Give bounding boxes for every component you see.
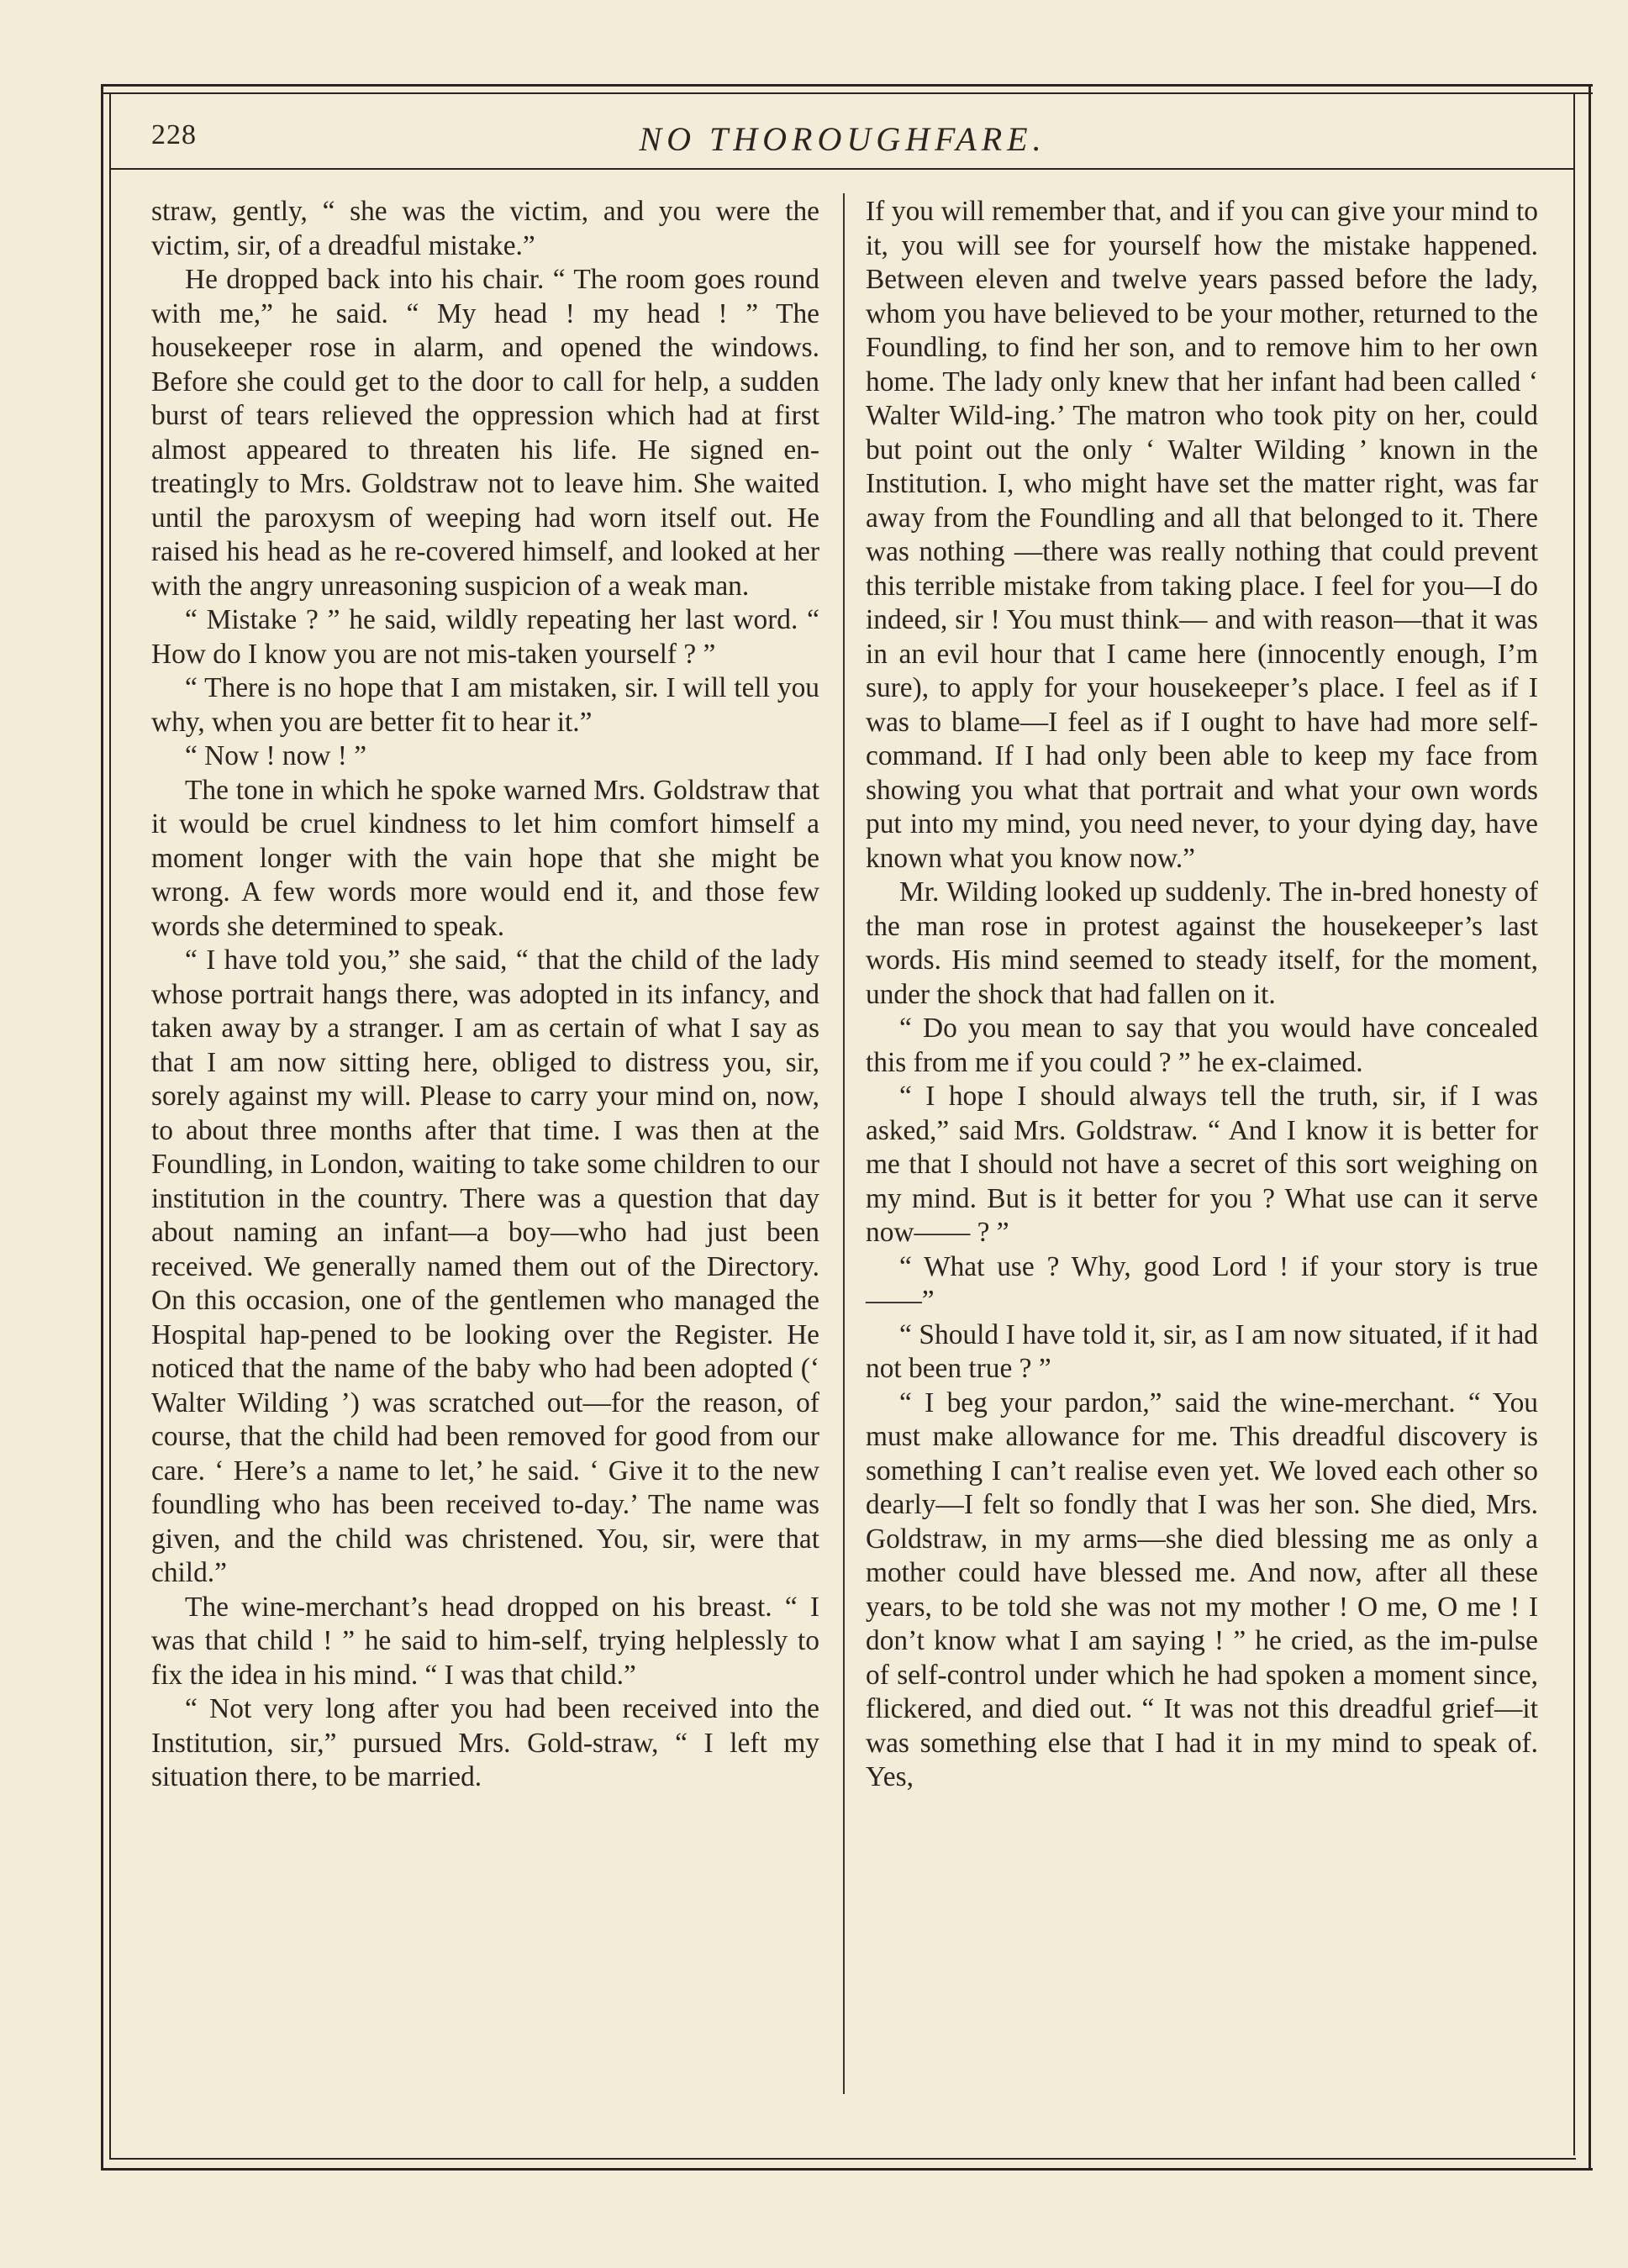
page-number: 228	[151, 119, 197, 150]
top-rule-outer	[101, 84, 1593, 87]
paragraph: “ Not very long after you had been received into the Institution, sir,” pursued Mrs. Gold-straw, “ I left my situation there, to be married.	[151, 1693, 819, 1792]
top-rule-inner	[101, 92, 1593, 94]
paragraph: “ Do you mean to say that you would have concealed this from me if you could ? ” he ex-claimed.	[866, 1013, 1538, 1078]
paragraph: He dropped back into his chair. “ The room goes round with me,” he said. “ My head ! my head ! ” The housekeeper rose in alarm, and opened the windows. Before she could get to the door to call for help, a sudden burst of tears relieved the oppression which had at first almost appeared to threaten his life. He signed en-treatingly to Mrs. Goldstraw not to leave him. She waited until the paroxysm of weeping had worn itself out. He raised his head as he re-covered himself, and looked at her with the angry unreasoning suspicion of a weak man.	[151, 264, 819, 602]
paragraph: The wine-merchant’s head dropped on his breast. “ I was that child ! ” he said to him-self, trying helplessly to fix the idea in his mind. “ I was that child.”	[151, 1591, 819, 1691]
paragraph: “ Mistake ? ” he said, wildly repeating her last word. “ How do I know you are not mis-taken yourself ? ”	[151, 604, 819, 670]
running-title: NO THOROUGHFARE.	[639, 120, 1046, 158]
right-column	[866, 195, 1538, 2098]
paragraph: “ I have told you,” she said, “ that the child of the lady whose portrait hangs there, was adopted in its infancy, and taken away by a stranger. I am as certain of what I say as that I am now sitting here, obliged to distress you, sir, sorely against my will. Please to carry your mind on, now, to about three months after that time. I was then at the Foundling, in London, waiting to take some children to our institution in the country. There was a question that day about naming an infant—a boy—who had just been received. We generally named them out of the Directory. On this occasion, one of the gentlemen who managed the Hospital hap-pened to be looking over the Register. He noticed that the name of the baby who had been adopted (‘ Walter Wilding ’) was scratched out—for the reason, of course, that the child had been removed for good from our care. ‘ Here’s a name to let,’ he said. ‘ Give it to the new foundling who has been received to-day.’ The name was given, and the child was christened. You, sir, were that child.”	[151, 945, 819, 1588]
paragraph: “ I hope I should always tell the truth, sir, if I was asked,” said Mrs. Goldstraw. “ And I know it is better for me that I should not have a secret of this sort weighing on my mind. But is it better for you ? What use can it serve now—— ? ”	[866, 1081, 1538, 1248]
paragraph: The tone in which he spoke warned Mrs. Goldstraw that it would be cruel kindness to let him comfort himself a moment longer with the vain hope that she might be wrong. A few words more would end it, and those few words she determined to speak.	[151, 774, 819, 942]
paragraph: straw, gently, “ she was the victim, and you were the victim, sir, of a dreadful mistake.”	[151, 196, 819, 261]
paragraph: “ Now ! now ! ”	[185, 740, 367, 771]
paragraph: Mr. Wilding looked up suddenly. The in-bred honesty of the man rose in protest against the housekeeper’s last words. His mind seemed to steady itself, for the moment, under the shock that had fallen on it.	[866, 876, 1538, 1010]
right-rule-inner	[1573, 92, 1575, 2155]
right-rule-outer	[1588, 84, 1591, 2168]
header-rule	[111, 168, 1573, 170]
bottom-rule-inner	[109, 2158, 1576, 2160]
paragraph: “ What use ? Why, good Lord ! if your story is true——”	[866, 1250, 1538, 1316]
left-rule-inner	[109, 92, 111, 2160]
paragraph: If you will remember that, and if you can give your mind to it, you will see for yourself how the mistake happened. Between eleven and twelve years passed before the lady, whom you have believed to be your mother, returned to the Foundling, to find her son, and to remove him to her own home. The lady only knew that her infant had been called ‘ Walter Wild-ing.’ The matron who took pity on her, could but point out the only ‘ Walter Wilding ’ known in the Institution. I, who might have set the matter right, was far away from the Foundling and all that belonged to it. There was nothing —there was really nothing that could prevent this terrible mistake from taking place. I feel for you—I do indeed, sir ! You must think— and with reason—that it was in an evil hour that I came here (innocently enough, I’m sure), to apply for your housekeeper’s place. I feel as if I was to blame—I feel as if I ought to have had more self-command. If I had only been able to keep my face from showing you what that portrait and what your own words put into my mind, you need never, to your dying day, have known what you know now.”	[866, 196, 1538, 874]
bottom-rule-outer	[101, 2168, 1593, 2171]
left-column	[151, 195, 819, 2098]
paragraph: “ Should I have told it, sir, as I am now situated, if it had not been true ? ”	[866, 1318, 1538, 1384]
left-rule-outer	[101, 84, 103, 2168]
column-divider	[843, 193, 845, 2094]
paragraph: “ I beg your pardon,” said the wine-merchant. “ You must make allowance for me. This dreadful discovery is something I can’t realise even yet. We loved each other so dearly—I felt so fondly that I was her son. She died, Mrs. Goldstraw, in my arms—she died blessing me as only a mother could have blessed me. And now, after all these years, to be told she was not my mother ! O me, O me ! I don’t know what I am saying ! ” he cried, as the im-pulse of self-control under which he had spoken a moment since, flickered, and died out. “ It was not this dreadful grief—it was something else that I had it in my mind to speak of. Yes,	[866, 1387, 1538, 1792]
paragraph: “ There is no hope that I am mistaken, sir. I will tell you why, when you are better fit to hear it.”	[151, 672, 819, 738]
page-header	[151, 119, 1534, 160]
